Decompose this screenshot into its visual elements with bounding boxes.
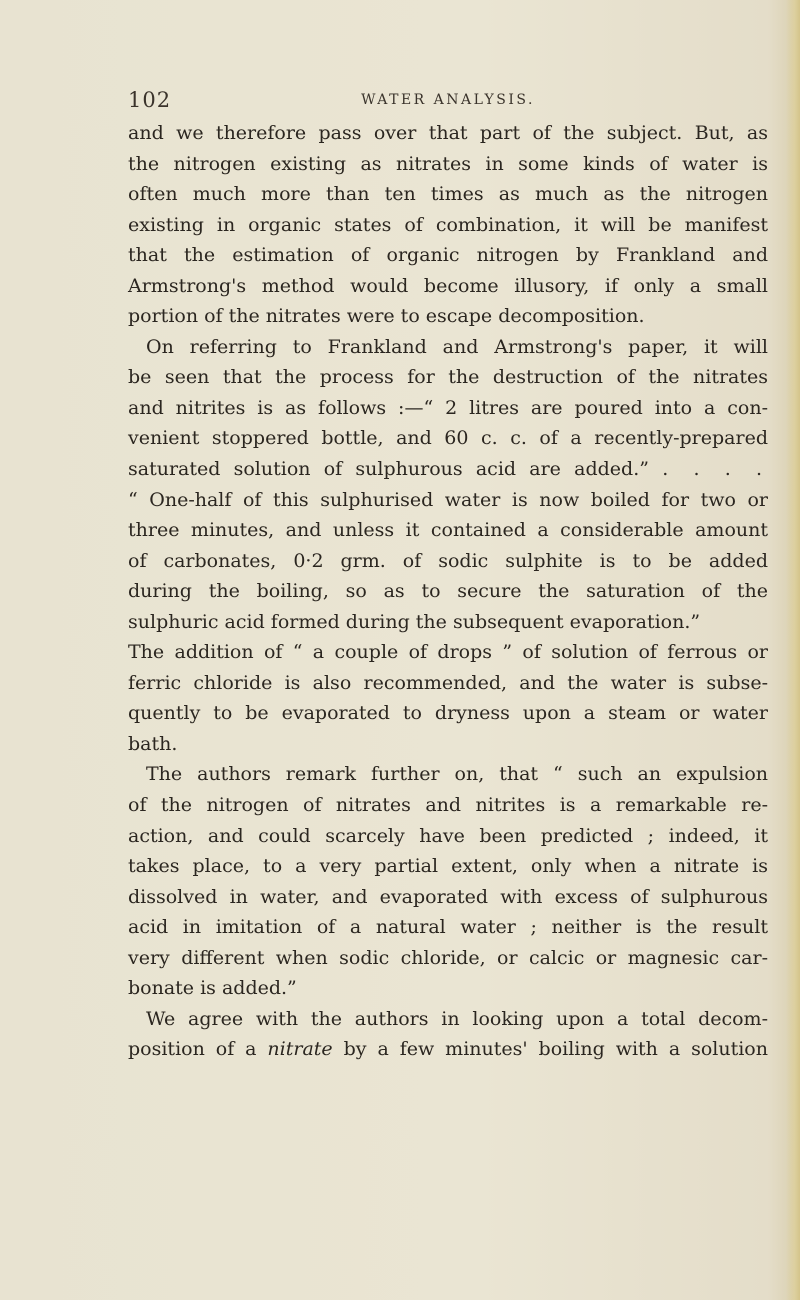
text-line: existing in organic states of combination, it will be manifest [128, 213, 768, 236]
text-fragment: by a few minutes' boiling with a solution [343, 1038, 768, 1061]
text-line: during the boiling, so as to secure the saturation of the [128, 580, 768, 603]
text-line: ferric chloride is also recommended, and the water is subse- [128, 671, 768, 694]
body-text [128, 118, 768, 1065]
text-line: very different when sodic chloride, or calcic or magnesic car- [128, 946, 768, 969]
text-line: Armstrong's method would become illusory, if only a small [128, 274, 768, 297]
text-line: of carbonates, 0·2 grm. of sodic sulphite is to be added [128, 549, 768, 572]
text-line: the nitrogen existing as nitrates in some kinds of water is [128, 152, 768, 175]
text-line [128, 1034, 768, 1065]
text-line: action, and could scarcely have been predicted ; indeed, it [128, 824, 768, 847]
text-fragment: position of a [128, 1038, 257, 1061]
text-line: three minutes, and unless it contained a considerable amount [128, 519, 768, 542]
text-line: and we therefore pass over that part of the subject. But, as [128, 122, 768, 144]
text-line: quently to be evaporated to dryness upon a steam or water [128, 702, 768, 725]
text-line: dissolved in water, and evaporated with excess of sulphurous [128, 885, 768, 908]
text-line: portion of the nitrates were to escape decomposition. [128, 305, 645, 328]
quote-text: saturated solution of sulphurous acid are added.” [128, 458, 649, 481]
page-edge [786, 0, 800, 1300]
text-line: On referring to Frankland and Armstrong's paper, it will [146, 335, 768, 358]
text-line: venient stoppered bottle, and 60 c. c. of a recently-prepared [128, 427, 768, 450]
page-number: 102 [128, 88, 172, 112]
text-line: that the estimation of organic nitrogen by Frankland and [128, 244, 768, 267]
running-head: WATER ANALYSIS. [361, 92, 535, 108]
text-line: often much more than ten times as much as the nitrogen [128, 183, 768, 206]
text-line: and nitrites is as follows :—“ 2 litres are poured into a con- [128, 396, 768, 419]
text-line: The authors remark further on, that “ such an expulsion [146, 763, 768, 786]
italic-term: nitrate [267, 1038, 333, 1061]
page-header [128, 88, 768, 118]
ellipsis: . . . . [662, 458, 768, 481]
text-line: acid in imitation of a natural water ; neither is the result [128, 916, 768, 939]
text-line: bonate is added.” [128, 977, 297, 1000]
text-line: The addition of “ a couple of drops ” of solution of ferrous or [128, 641, 768, 664]
text-line: takes place, to a very partial extent, only when a nitrate is [128, 855, 768, 878]
text-line: bath. [128, 732, 178, 755]
text-line: of the nitrogen of nitrates and nitrites is a remarkable re- [128, 794, 768, 817]
text-line: “ One-half of this sulphurised water is now boiled for two or [128, 488, 768, 511]
text-line: We agree with the authors in looking upon a total decom- [146, 1007, 768, 1030]
text-line [128, 454, 768, 485]
text-line: sulphuric acid formed during the subsequent evaporation.” [128, 610, 701, 633]
text-line: be seen that the process for the destruction of the nitrates [128, 366, 768, 389]
